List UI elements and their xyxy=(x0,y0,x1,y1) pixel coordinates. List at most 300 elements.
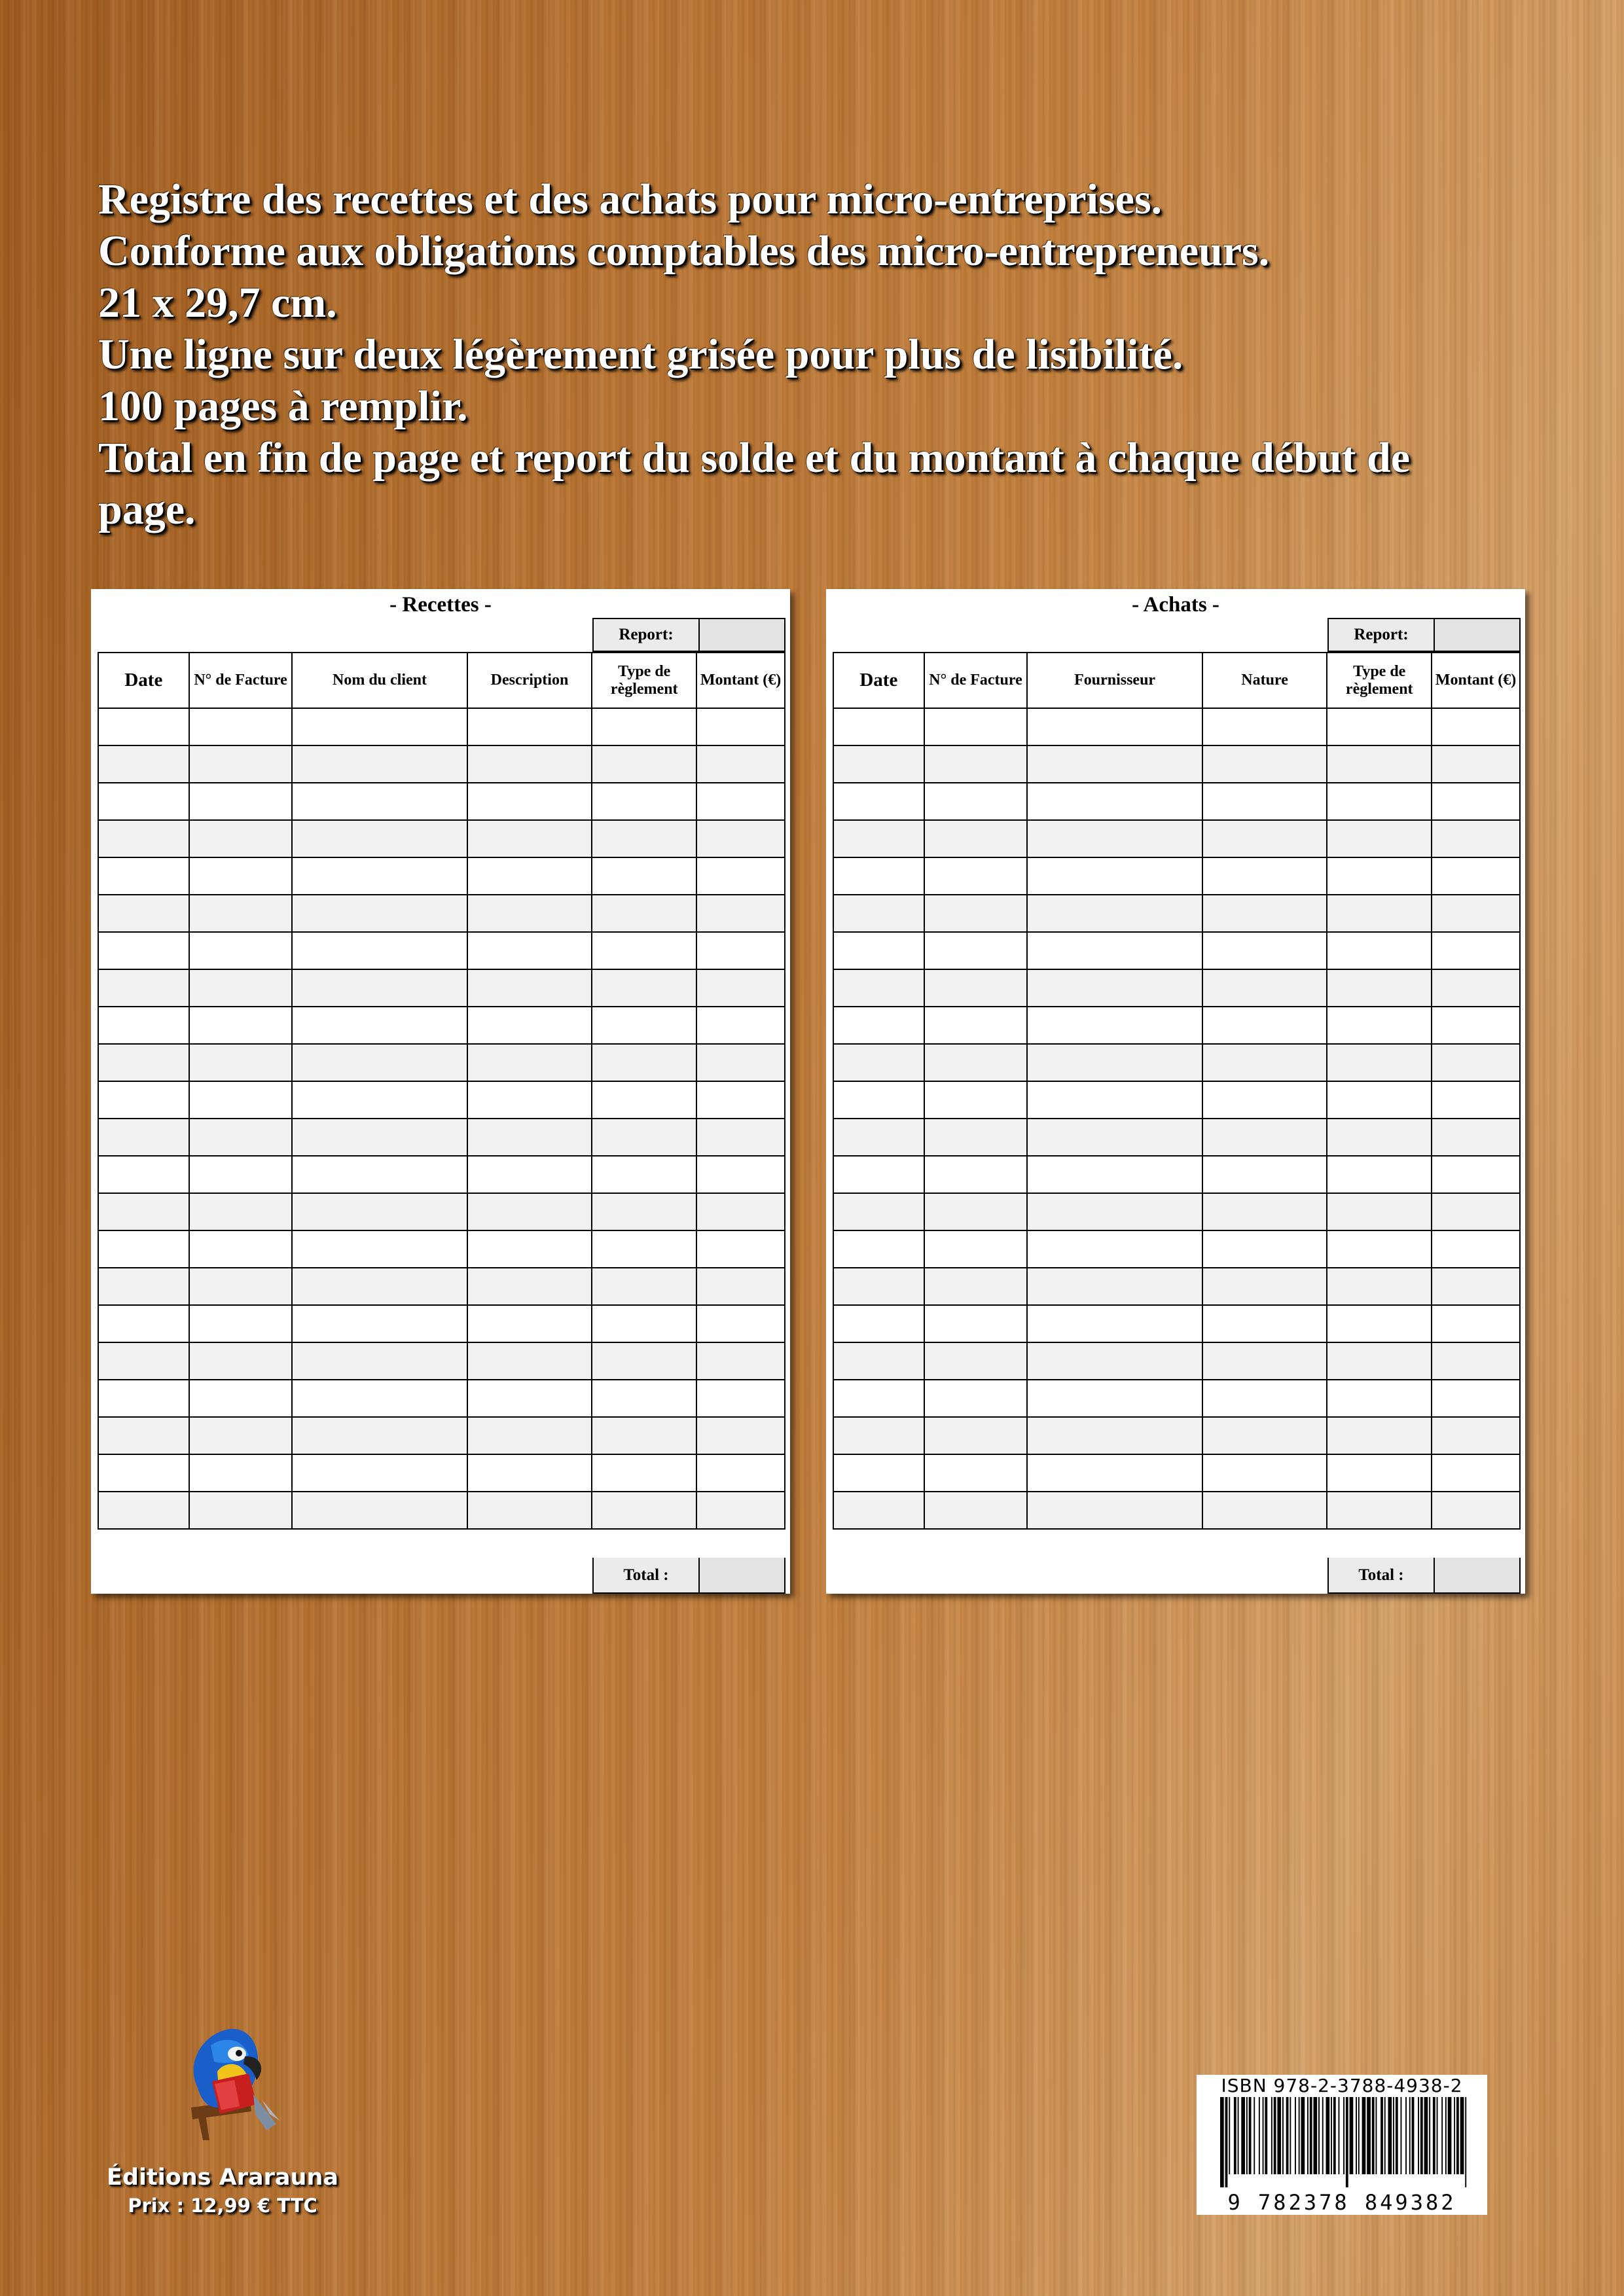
achats-table-cell[interactable] xyxy=(1327,1492,1432,1529)
recettes-table-cell[interactable] xyxy=(292,1119,467,1156)
achats-table-cell[interactable] xyxy=(1202,745,1327,783)
achats-table-cell[interactable] xyxy=(833,1119,924,1156)
achats-table-cell[interactable] xyxy=(1202,895,1327,932)
achats-table-cell[interactable] xyxy=(924,1044,1028,1081)
recettes-table-cell[interactable] xyxy=(592,783,696,820)
recettes-table-cell[interactable] xyxy=(292,1492,467,1529)
achats-table-cell[interactable] xyxy=(924,1007,1028,1044)
recettes-table-cell[interactable] xyxy=(189,708,293,745)
recettes-table-cell[interactable] xyxy=(696,1156,785,1193)
achats-table-cell[interactable] xyxy=(1327,1193,1432,1230)
recettes-table-cell[interactable] xyxy=(467,745,592,783)
recettes-table-cell[interactable] xyxy=(189,1454,293,1492)
recettes-table-cell[interactable] xyxy=(98,1156,189,1193)
achats-table-cell[interactable] xyxy=(1027,1230,1202,1268)
achats-table-cell[interactable] xyxy=(1432,1193,1520,1230)
recettes-table-cell[interactable] xyxy=(696,1380,785,1417)
recettes-table-cell[interactable] xyxy=(98,1380,189,1417)
recettes-table-cell[interactable] xyxy=(467,1305,592,1342)
achats-table-cell[interactable] xyxy=(1027,1454,1202,1492)
recettes-table-cell[interactable] xyxy=(292,783,467,820)
recettes-table-cell[interactable] xyxy=(467,1193,592,1230)
recettes-header-date: Date xyxy=(98,653,189,708)
recettes-table-cell[interactable] xyxy=(292,1268,467,1305)
recettes-table-cell[interactable] xyxy=(592,708,696,745)
recettes-table-cell[interactable] xyxy=(592,1305,696,1342)
achats-table-cell[interactable] xyxy=(1327,969,1432,1007)
recettes-table-cell[interactable] xyxy=(292,745,467,783)
recettes-table-cell[interactable] xyxy=(592,895,696,932)
achats-table-cell[interactable] xyxy=(1027,1417,1202,1454)
achats-table-cell[interactable] xyxy=(833,745,924,783)
achats-table-cell[interactable] xyxy=(1202,820,1327,857)
recettes-table-cell[interactable] xyxy=(189,1007,293,1044)
achats-table-cell[interactable] xyxy=(1432,708,1520,745)
achats-table-cell[interactable] xyxy=(833,969,924,1007)
recettes-table-cell[interactable] xyxy=(592,1454,696,1492)
achats-table-cell[interactable] xyxy=(1327,1230,1432,1268)
recettes-table-cell[interactable] xyxy=(98,932,189,969)
recettes-table-cell[interactable] xyxy=(189,857,293,895)
achats-table-cell[interactable] xyxy=(1432,783,1520,820)
recettes-table-cell[interactable] xyxy=(592,1230,696,1268)
recettes-table-row xyxy=(98,1007,785,1044)
achats-table-cell[interactable] xyxy=(1327,932,1432,969)
recettes-table-cell[interactable] xyxy=(189,895,293,932)
achats-table-cell[interactable] xyxy=(1202,1193,1327,1230)
achats-table-cell[interactable] xyxy=(1202,1380,1327,1417)
recettes-table-cell[interactable] xyxy=(292,1044,467,1081)
recettes-table-cell[interactable] xyxy=(467,969,592,1007)
achats-report xyxy=(1327,618,1521,652)
recettes-table-cell[interactable] xyxy=(98,1193,189,1230)
recettes-table-cell[interactable] xyxy=(696,1454,785,1492)
achats-table-cell[interactable] xyxy=(1202,1119,1327,1156)
achats-table-cell[interactable] xyxy=(833,1454,924,1492)
achats-table-cell[interactable] xyxy=(1202,857,1327,895)
recettes-table-cell[interactable] xyxy=(592,1193,696,1230)
recettes-table-cell[interactable] xyxy=(592,1417,696,1454)
recettes-table-cell[interactable] xyxy=(592,969,696,1007)
achats-table-cell[interactable] xyxy=(924,1380,1028,1417)
recettes-table-cell[interactable] xyxy=(696,1193,785,1230)
achats-table-cell[interactable] xyxy=(1327,1417,1432,1454)
achats-table-cell[interactable] xyxy=(1202,1305,1327,1342)
recettes-header-row xyxy=(98,653,785,708)
recettes-table-cell[interactable] xyxy=(696,1268,785,1305)
achats-table-cell[interactable] xyxy=(833,1380,924,1417)
achats-table-cell[interactable] xyxy=(1432,1230,1520,1268)
achats-table-cell[interactable] xyxy=(924,745,1028,783)
recettes-table-cell[interactable] xyxy=(696,895,785,932)
achats-table-cell[interactable] xyxy=(1432,1492,1520,1529)
achats-table-cell[interactable] xyxy=(1202,1007,1327,1044)
recettes-table-cell[interactable] xyxy=(189,1119,293,1156)
achats-table-cell[interactable] xyxy=(1202,783,1327,820)
achats-table-cell[interactable] xyxy=(1327,1044,1432,1081)
achats-table-cell[interactable] xyxy=(833,1492,924,1529)
achats-table-cell[interactable] xyxy=(1027,745,1202,783)
recettes-report-value[interactable] xyxy=(700,619,784,651)
recettes-table-cell[interactable] xyxy=(696,1417,785,1454)
achats-table-cell[interactable] xyxy=(1027,1044,1202,1081)
achats-table-cell[interactable] xyxy=(1327,1081,1432,1119)
achats-table-cell[interactable] xyxy=(1202,1230,1327,1268)
recettes-table-row xyxy=(98,1454,785,1492)
achats-table-cell[interactable] xyxy=(1027,1342,1202,1380)
achats-table-cell[interactable] xyxy=(1327,745,1432,783)
achats-table-cell[interactable] xyxy=(1432,1007,1520,1044)
achats-table-cell[interactable] xyxy=(1327,857,1432,895)
achats-table-cell[interactable] xyxy=(1432,895,1520,932)
recettes-table-cell[interactable] xyxy=(98,895,189,932)
achats-table-cell[interactable] xyxy=(1202,1454,1327,1492)
barcode-bar xyxy=(1456,2097,1459,2174)
achats-table-cell[interactable] xyxy=(1202,708,1327,745)
achats-table-cell[interactable] xyxy=(1432,1417,1520,1454)
recettes-table-cell[interactable] xyxy=(467,783,592,820)
achats-table-cell[interactable] xyxy=(1027,1268,1202,1305)
achats-table-cell[interactable] xyxy=(1432,1342,1520,1380)
achats-table-cell[interactable] xyxy=(924,1119,1028,1156)
achats-table-cell[interactable] xyxy=(1202,1417,1327,1454)
achats-table-row xyxy=(833,1342,1520,1380)
recettes-table-cell[interactable] xyxy=(467,1417,592,1454)
achats-table-cell[interactable] xyxy=(833,1417,924,1454)
recettes-table-cell[interactable] xyxy=(292,969,467,1007)
barcode-bar xyxy=(1277,2097,1281,2174)
achats-table-cell[interactable] xyxy=(924,1081,1028,1119)
achats-table-cell[interactable] xyxy=(924,820,1028,857)
recettes-table-cell[interactable] xyxy=(292,1007,467,1044)
achats-table-cell[interactable] xyxy=(924,1156,1028,1193)
achats-table-cell[interactable] xyxy=(1432,745,1520,783)
achats-table-row xyxy=(833,783,1520,820)
achats-table-cell[interactable] xyxy=(1027,857,1202,895)
achats-table-cell[interactable] xyxy=(1327,1454,1432,1492)
recettes-total xyxy=(592,1558,785,1594)
recettes-table-cell[interactable] xyxy=(98,857,189,895)
recettes-table-cell[interactable] xyxy=(292,1380,467,1417)
achats-table-cell[interactable] xyxy=(924,1230,1028,1268)
recettes-table-cell[interactable] xyxy=(467,1119,592,1156)
achats-table-cell[interactable] xyxy=(924,1193,1028,1230)
achats-table-cell[interactable] xyxy=(1027,895,1202,932)
recettes-table-cell[interactable] xyxy=(467,895,592,932)
recettes-table-cell[interactable] xyxy=(592,1044,696,1081)
achats-table-cell[interactable] xyxy=(1327,1119,1432,1156)
recettes-table-cell[interactable] xyxy=(189,1305,293,1342)
achats-table-cell[interactable] xyxy=(833,1007,924,1044)
recettes-table-cell[interactable] xyxy=(189,1156,293,1193)
barcode-bar xyxy=(1249,2097,1252,2174)
recettes-table-cell[interactable] xyxy=(467,1342,592,1380)
recettes-table-cell[interactable] xyxy=(592,1081,696,1119)
achats-table-cell[interactable] xyxy=(833,1193,924,1230)
recettes-table-cell[interactable] xyxy=(467,1081,592,1119)
recettes-table-cell[interactable] xyxy=(189,1342,293,1380)
achats-table-cell[interactable] xyxy=(1327,1342,1432,1380)
achats-table-cell[interactable] xyxy=(1327,1305,1432,1342)
recettes-table-cell[interactable] xyxy=(592,1007,696,1044)
achats-table-cell[interactable] xyxy=(1027,1492,1202,1529)
achats-table-cell[interactable] xyxy=(833,1081,924,1119)
recettes-table-cell[interactable] xyxy=(696,745,785,783)
achats-table-cell[interactable] xyxy=(1027,1156,1202,1193)
recettes-table-row xyxy=(98,1305,785,1342)
recettes-table-cell[interactable] xyxy=(98,1230,189,1268)
achats-table-cell[interactable] xyxy=(1027,783,1202,820)
recettes-table-cell[interactable] xyxy=(189,1044,293,1081)
recettes-table-cell[interactable] xyxy=(98,1007,189,1044)
recettes-table-cell[interactable] xyxy=(98,783,189,820)
achats-table-cell[interactable] xyxy=(1202,1081,1327,1119)
achats-table-cell[interactable] xyxy=(833,708,924,745)
achats-table-cell[interactable] xyxy=(1027,1305,1202,1342)
recettes-table-cell[interactable] xyxy=(467,1380,592,1417)
achats-table-cell[interactable] xyxy=(1432,1119,1520,1156)
barcode-bar xyxy=(1299,2097,1300,2174)
recettes-table-cell[interactable] xyxy=(696,1119,785,1156)
recettes-table-cell[interactable] xyxy=(292,1305,467,1342)
achats-table-cell[interactable] xyxy=(833,1044,924,1081)
recettes-table-cell[interactable] xyxy=(467,708,592,745)
achats-table-cell[interactable] xyxy=(1432,932,1520,969)
recettes-table-cell[interactable] xyxy=(189,1230,293,1268)
recettes-title: - Recettes - xyxy=(389,593,492,617)
achats-table-cell[interactable] xyxy=(833,857,924,895)
achats-table-cell[interactable] xyxy=(1027,969,1202,1007)
recettes-table-cell[interactable] xyxy=(292,1156,467,1193)
achats-table-cell[interactable] xyxy=(833,783,924,820)
achats-table-cell[interactable] xyxy=(1202,1044,1327,1081)
recettes-table-cell[interactable] xyxy=(189,1380,293,1417)
recettes-table-cell[interactable] xyxy=(592,1119,696,1156)
achats-table-row xyxy=(833,1007,1520,1044)
recettes-table-cell[interactable] xyxy=(98,820,189,857)
recettes-table-cell[interactable] xyxy=(467,1230,592,1268)
recettes-table-cell[interactable] xyxy=(189,1492,293,1529)
achats-table-cell[interactable] xyxy=(924,708,1028,745)
achats-table-cell[interactable] xyxy=(1432,1305,1520,1342)
recettes-table-cell[interactable] xyxy=(592,1156,696,1193)
recettes-table-cell[interactable] xyxy=(696,708,785,745)
recettes-table-cell[interactable] xyxy=(467,932,592,969)
recettes-table-cell[interactable] xyxy=(98,745,189,783)
recettes-table-cell[interactable] xyxy=(592,745,696,783)
achats-table-cell[interactable] xyxy=(833,1342,924,1380)
barcode-bar xyxy=(1331,2097,1332,2174)
barcode-bar xyxy=(1295,2097,1296,2174)
recettes-table-cell[interactable] xyxy=(189,932,293,969)
recettes-table-cell[interactable] xyxy=(292,857,467,895)
recettes-table-cell[interactable] xyxy=(696,1305,785,1342)
achats-table-cell[interactable] xyxy=(1327,783,1432,820)
recettes-table-cell[interactable] xyxy=(696,1342,785,1380)
achats-table-row xyxy=(833,895,1520,932)
achats-header-date: Date xyxy=(833,653,924,708)
barcode-bar xyxy=(1372,2097,1375,2174)
barcode-bar xyxy=(1229,2097,1230,2174)
recettes-table-cell[interactable] xyxy=(696,783,785,820)
achats-table-cell[interactable] xyxy=(1432,857,1520,895)
recettes-table-cell[interactable] xyxy=(467,1268,592,1305)
achats-table-cell[interactable] xyxy=(1327,895,1432,932)
recettes-table-cell[interactable] xyxy=(98,1305,189,1342)
recettes-table-cell[interactable] xyxy=(98,1119,189,1156)
recettes-table-cell[interactable] xyxy=(292,1193,467,1230)
recettes-table-cell[interactable] xyxy=(189,1417,293,1454)
barcode-bar xyxy=(1350,2097,1354,2174)
achats-table-cell[interactable] xyxy=(1027,820,1202,857)
achats-table-cell[interactable] xyxy=(1432,1081,1520,1119)
achats-table-cell[interactable] xyxy=(924,1342,1028,1380)
achats-table-cell[interactable] xyxy=(1027,1081,1202,1119)
achats-table-cell[interactable] xyxy=(1027,1380,1202,1417)
barcode-bar xyxy=(1460,2097,1464,2174)
recettes-table-row xyxy=(98,895,785,932)
recettes-table-cell[interactable] xyxy=(189,745,293,783)
recettes-table-cell[interactable] xyxy=(292,932,467,969)
recettes-table-cell[interactable] xyxy=(98,1342,189,1380)
recettes-table-cell[interactable] xyxy=(98,1454,189,1492)
achats-table-cell[interactable] xyxy=(1432,1156,1520,1193)
achats-table-cell[interactable] xyxy=(924,1305,1028,1342)
recettes-table-cell[interactable] xyxy=(98,1081,189,1119)
recettes-table-cell[interactable] xyxy=(696,857,785,895)
achats-table-cell[interactable] xyxy=(1327,1268,1432,1305)
recettes-table-cell[interactable] xyxy=(292,1454,467,1492)
achats-table-cell[interactable] xyxy=(833,1230,924,1268)
recettes-table-cell[interactable] xyxy=(696,1044,785,1081)
achats-table-cell[interactable] xyxy=(1327,1156,1432,1193)
achats-table-cell[interactable] xyxy=(1202,1342,1327,1380)
recettes-table-cell[interactable] xyxy=(292,1342,467,1380)
achats-table-cell[interactable] xyxy=(924,895,1028,932)
recettes-table-cell[interactable] xyxy=(98,1492,189,1529)
recettes-table-cell[interactable] xyxy=(98,1268,189,1305)
achats-table-cell[interactable] xyxy=(924,1454,1028,1492)
recettes-table-cell[interactable] xyxy=(189,969,293,1007)
achats-table-cell[interactable] xyxy=(1202,1156,1327,1193)
recettes-table-cell[interactable] xyxy=(696,1230,785,1268)
recettes-table-cell[interactable] xyxy=(292,895,467,932)
achats-table-cell[interactable] xyxy=(1202,969,1327,1007)
achats-table-cell[interactable] xyxy=(1327,708,1432,745)
achats-table-cell[interactable] xyxy=(833,1268,924,1305)
achats-table-cell[interactable] xyxy=(924,932,1028,969)
achats-table-cell[interactable] xyxy=(1327,820,1432,857)
recettes-table-cell[interactable] xyxy=(292,820,467,857)
recettes-total-value[interactable] xyxy=(700,1558,784,1592)
achats-table-cell[interactable] xyxy=(1432,1454,1520,1492)
achats-table-cell[interactable] xyxy=(1432,1380,1520,1417)
recettes-table-cell[interactable] xyxy=(467,1454,592,1492)
recettes-table-cell[interactable] xyxy=(467,1044,592,1081)
achats-table-cell[interactable] xyxy=(924,969,1028,1007)
achats-total-label: Total : xyxy=(1329,1558,1435,1592)
achats-report-value[interactable] xyxy=(1435,619,1519,651)
achats-table-cell[interactable] xyxy=(833,932,924,969)
recettes-table-cell[interactable] xyxy=(467,820,592,857)
recettes-table-cell[interactable] xyxy=(467,1492,592,1529)
recettes-table-cell[interactable] xyxy=(467,1156,592,1193)
achats-table-cell[interactable] xyxy=(1432,1268,1520,1305)
recettes-table-cell[interactable] xyxy=(189,820,293,857)
recettes-table-cell[interactable] xyxy=(98,1044,189,1081)
recettes-table-cell[interactable] xyxy=(592,1380,696,1417)
achats-table-cell[interactable] xyxy=(833,820,924,857)
recettes-table-cell[interactable] xyxy=(696,1492,785,1529)
achats-table-cell[interactable] xyxy=(1027,932,1202,969)
achats-table-cell[interactable] xyxy=(833,1156,924,1193)
recettes-table-cell[interactable] xyxy=(98,969,189,1007)
achats-table-cell[interactable] xyxy=(924,1417,1028,1454)
recettes-table-cell[interactable] xyxy=(696,820,785,857)
achats-table-row xyxy=(833,1417,1520,1454)
achats-table-cell[interactable] xyxy=(1202,932,1327,969)
recettes-table-row xyxy=(98,932,785,969)
achats-table-cell[interactable] xyxy=(924,857,1028,895)
achats-table-cell[interactable] xyxy=(1327,1007,1432,1044)
achats-table-cell[interactable] xyxy=(1432,1044,1520,1081)
achats-table-cell[interactable] xyxy=(1027,708,1202,745)
recettes-table-cell[interactable] xyxy=(189,1268,293,1305)
recettes-table-cell[interactable] xyxy=(592,820,696,857)
recettes-table-cell[interactable] xyxy=(98,1417,189,1454)
recettes-table-cell[interactable] xyxy=(592,857,696,895)
recettes-table-cell[interactable] xyxy=(189,1081,293,1119)
achats-table-cell[interactable] xyxy=(1027,1119,1202,1156)
recettes-table-cell[interactable] xyxy=(592,1268,696,1305)
achats-table-cell[interactable] xyxy=(1327,1380,1432,1417)
achats-table-cell[interactable] xyxy=(1027,1007,1202,1044)
recettes-table-cell[interactable] xyxy=(292,1417,467,1454)
achats-table-cell[interactable] xyxy=(924,1268,1028,1305)
recettes-table-cell[interactable] xyxy=(592,1342,696,1380)
recettes-table-cell[interactable] xyxy=(189,1193,293,1230)
recettes-table-cell[interactable] xyxy=(292,1081,467,1119)
achats-table-cell[interactable] xyxy=(833,895,924,932)
recettes-table-cell[interactable] xyxy=(292,708,467,745)
recettes-table-cell[interactable] xyxy=(696,969,785,1007)
achats-table-cell[interactable] xyxy=(833,1305,924,1342)
achats-table-cell[interactable] xyxy=(924,783,1028,820)
achats-table-cell[interactable] xyxy=(1432,820,1520,857)
recettes-table-row xyxy=(98,1268,785,1305)
achats-table-cell[interactable] xyxy=(1027,1193,1202,1230)
achats-total-value[interactable] xyxy=(1435,1558,1519,1592)
recettes-table-cell[interactable] xyxy=(98,708,189,745)
recettes-table-cell[interactable] xyxy=(592,1492,696,1529)
recettes-table-cell[interactable] xyxy=(467,857,592,895)
recettes-table-cell[interactable] xyxy=(696,1081,785,1119)
recettes-table-cell[interactable] xyxy=(189,783,293,820)
recettes-header-montant: Montant (€) xyxy=(696,653,785,708)
achats-table-cell[interactable] xyxy=(1432,969,1520,1007)
macaw-reading-book-icon xyxy=(171,2016,283,2160)
achats-table-cell[interactable] xyxy=(1202,1492,1327,1529)
achats-header-montant: Montant (€) xyxy=(1432,653,1520,708)
recettes-table-cell[interactable] xyxy=(696,1007,785,1044)
achats-table-cell[interactable] xyxy=(1202,1268,1327,1305)
recettes-table-cell[interactable] xyxy=(292,1230,467,1268)
recettes-table-cell[interactable] xyxy=(696,932,785,969)
recettes-table-cell[interactable] xyxy=(467,1007,592,1044)
achats-table-cell[interactable] xyxy=(924,1492,1028,1529)
barcode-bar xyxy=(1445,2097,1447,2174)
recettes-table-cell[interactable] xyxy=(592,932,696,969)
